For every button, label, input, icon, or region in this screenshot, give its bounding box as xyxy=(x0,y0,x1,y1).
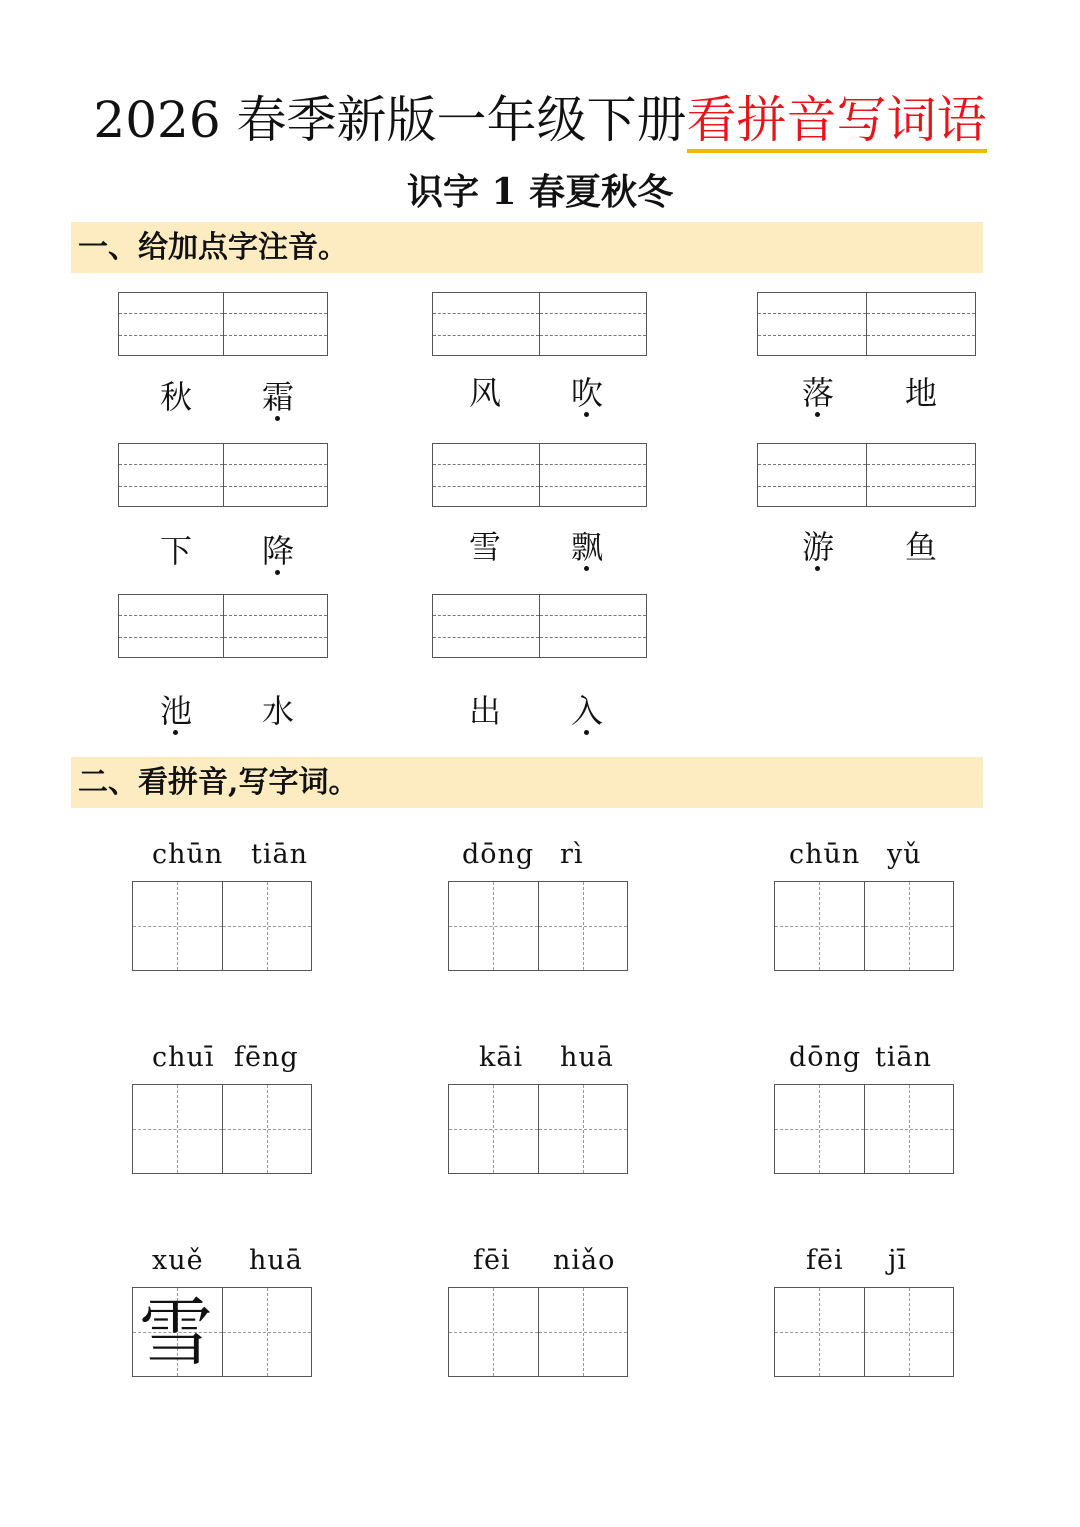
page-title xyxy=(0,88,1080,152)
pinyin-label: jī xyxy=(888,1245,908,1276)
hanzi-dotted: 吹 xyxy=(567,373,607,413)
pinyin-label: chūn xyxy=(789,839,861,870)
hanzi: 水 xyxy=(261,692,294,730)
pinyin-label: fēi xyxy=(473,1245,511,1276)
hanzi: 下 xyxy=(159,532,192,570)
writing-grid-2[interactable] xyxy=(448,881,628,971)
hanzi: 风 xyxy=(468,374,501,412)
writing-grid-1[interactable] xyxy=(132,881,312,971)
pinyin-box-8[interactable] xyxy=(432,594,647,658)
section-1-heading: 一、给加点字注音。 xyxy=(71,222,983,273)
pinyin-label: rì xyxy=(560,839,584,870)
pinyin-label: huā xyxy=(560,1042,614,1073)
hanzi-dotted: 降 xyxy=(258,531,298,571)
title-main: 2026 春季新版一年级下册 xyxy=(93,91,687,149)
hanzi: 雪 xyxy=(468,528,501,566)
sample-character: 雪 xyxy=(139,1290,213,1376)
pinyin-label: fēi xyxy=(806,1245,844,1276)
pinyin-label: kāi xyxy=(479,1042,524,1073)
writing-grid-6[interactable] xyxy=(774,1084,954,1174)
writing-grid-3[interactable] xyxy=(774,881,954,971)
pinyin-label: fēng xyxy=(234,1042,299,1073)
pinyin-box-7[interactable] xyxy=(118,594,328,658)
hanzi-dotted: 霜 xyxy=(258,377,298,417)
writing-grid-4[interactable] xyxy=(132,1084,312,1174)
pinyin-label: tiān xyxy=(251,839,308,870)
pinyin-label: xuě xyxy=(152,1245,204,1276)
writing-grid-8[interactable] xyxy=(448,1287,628,1377)
pinyin-box-2[interactable] xyxy=(432,292,647,356)
pinyin-box-6[interactable] xyxy=(757,443,976,507)
hanzi-dotted: 池 xyxy=(156,691,196,731)
pinyin-label: chūn xyxy=(152,839,224,870)
hanzi-dotted: 入 xyxy=(567,691,607,731)
writing-grid-9[interactable] xyxy=(774,1287,954,1377)
pinyin-box-1[interactable] xyxy=(118,292,328,356)
hanzi-dotted: 游 xyxy=(798,527,838,567)
hanzi: 出 xyxy=(468,692,501,730)
pinyin-box-4[interactable] xyxy=(118,443,328,507)
pinyin-label: dōng xyxy=(462,839,535,870)
pinyin-box-3[interactable] xyxy=(757,292,976,356)
pinyin-label: huā xyxy=(249,1245,303,1276)
pinyin-label: niǎo xyxy=(553,1245,616,1276)
hanzi-dotted: 飘 xyxy=(567,527,607,567)
hanzi: 秋 xyxy=(159,378,192,416)
pinyin-label: chuī xyxy=(152,1042,215,1073)
pinyin-label: yǔ xyxy=(887,839,922,870)
writing-grid-5[interactable] xyxy=(448,1084,628,1174)
pinyin-label: tiān xyxy=(875,1042,932,1073)
hanzi-dotted: 落 xyxy=(798,373,838,413)
title-highlight: 看拼音写词语 xyxy=(687,91,987,153)
hanzi: 地 xyxy=(904,374,937,412)
section-2-heading: 二、看拼音,写字词。 xyxy=(71,757,983,808)
writing-grid-7[interactable] xyxy=(132,1287,312,1377)
pinyin-box-5[interactable] xyxy=(432,443,647,507)
lesson-subtitle: 识字 1 春夏秋冬 xyxy=(406,171,674,213)
pinyin-label: dōng xyxy=(789,1042,862,1073)
hanzi: 鱼 xyxy=(904,528,937,566)
